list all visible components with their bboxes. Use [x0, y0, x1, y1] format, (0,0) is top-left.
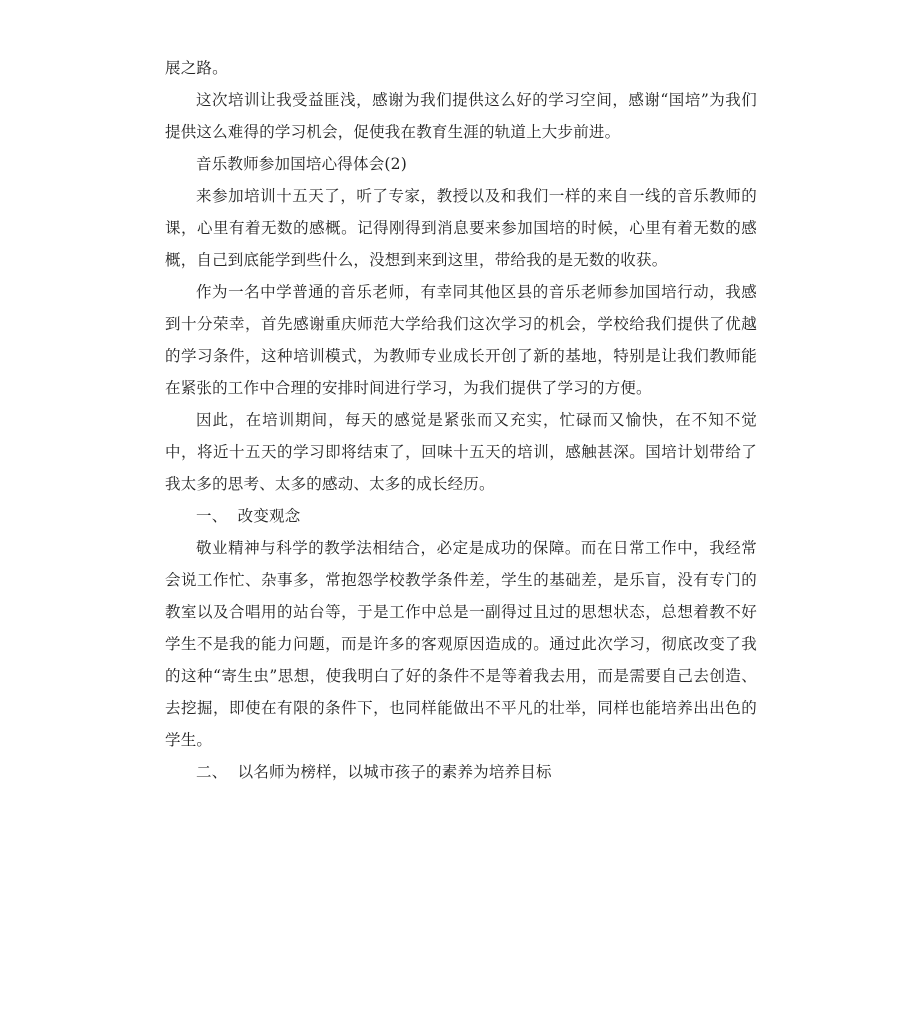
body-paragraph: 作为一名中学普通的音乐老师，有幸同其他区县的音乐老师参加国培行动，我感到十分荣幸，首先感谢重庆师范大学给我们这次学习的机会，学校给我们提供了优越的学习条件，这种培训模式，为教师专业成长开创了新的基地，特别是让我们教师能在紧张的工作中合理的安排时间进行学习，为我们提供了学习的方便。: [165, 283, 757, 397]
article-title: 音乐教师参加国培心得体会(2): [196, 155, 407, 173]
document-page: [165, 52, 757, 788]
section-heading: 一、 改变观念: [196, 507, 301, 525]
body-paragraph: 来参加培训十五天了，听了专家，教授以及和我们一样的来自一线的音乐教师的课，心里有着无数的感概。记得刚得到消息要来参加国培的时候，心里有着无数的感概，自己到底能学到些什么，没想到来到这里，带给我的是无数的收获。: [165, 187, 757, 269]
body-paragraph: 敬业精神与科学的教学法相结合，必定是成功的保障。而在日常工作中，我经常会说工作忙、杂事多，常抱怨学校教学条件差，学生的基础差，是乐盲，没有专门的教室以及合唱用的站台等，于是工作中总是一副得过且过的思想状态，总想着教不好学生不是我的能力问题，而是许多的客观原因造成的。通过此次学习，彻底改变了我的这种“寄生虫”思想，使我明白了好的条件不是等着我去用，而是需要自己去创造、去挖掘，即使在有限的条件下，也同样能做出不平凡的壮举，同样也能培养出出色的学生。: [165, 539, 757, 749]
section-heading: 二、 以名师为榜样，以城市孩子的素养为培养目标: [196, 763, 552, 781]
body-paragraph: 因此，在培训期间，每天的感觉是紧张而又充实，忙碌而又愉快，在不知不觉中，将近十五天的学习即将结束了，回味十五天的培训，感触甚深。国培计划带给了我太多的思考、太多的感动、太多的成长经历。: [165, 411, 757, 493]
body-paragraph: 这次培训让我受益匪浅，感谢为我们提供这么好的学习空间，感谢“国培”为我们提供这么难得的学习机会，促使我在教育生涯的轨道上大步前进。: [165, 91, 757, 141]
continuation-paragraph: 展之路。: [165, 59, 228, 77]
